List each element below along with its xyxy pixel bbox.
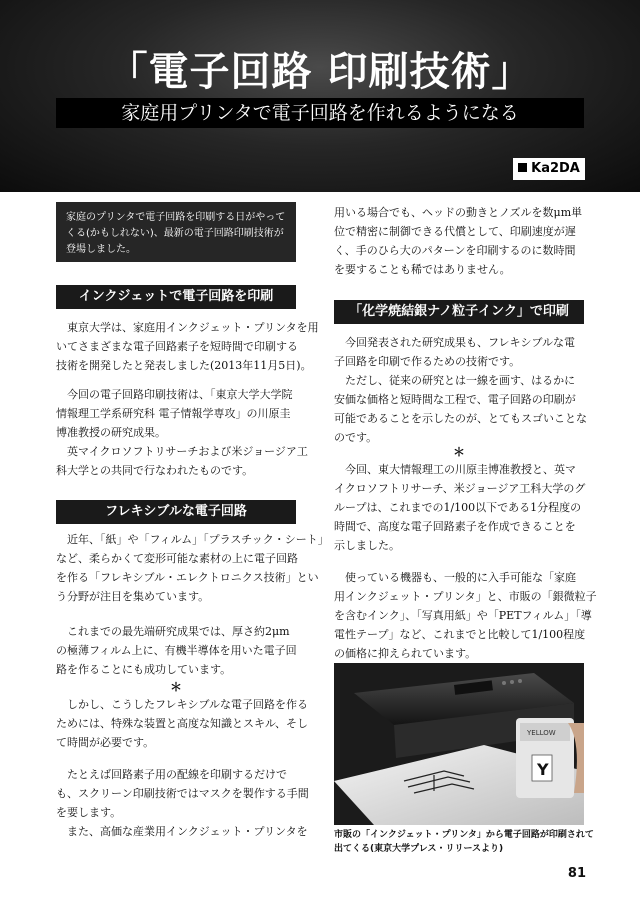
paragraph (56, 385, 308, 480)
text-line: これまでの最先端研究成果では、厚さ約2μm (56, 625, 290, 638)
text-line: のです。 (334, 431, 378, 444)
text-line: 近年、「紙」や「フィルム」「プラスチック・シート」 (56, 533, 329, 546)
square-bullet-icon (518, 163, 527, 172)
text-line: を要します。 (56, 806, 122, 819)
text-line: の価格に抑えられています。 (334, 647, 477, 660)
cartridge-letter: Y (537, 760, 549, 779)
section-divider-star: ＊ (452, 445, 465, 459)
paragraph (56, 695, 308, 752)
intro-line: 家庭のプリンタで電子回路を印刷する日がやって (66, 212, 286, 223)
caption-line: 市販の「インクジェット・プリンタ」から電子回路が印刷されて (334, 830, 594, 840)
text-line: 技術を開発したと発表しました(2013年11月5日)。 (56, 359, 312, 372)
page-number: 81 (567, 866, 586, 881)
text-line: の極薄フィルム上に、有機半導体を用いた電子回 (56, 644, 297, 657)
author-badge (513, 158, 585, 180)
text-line: 安価な価格と短時間な工程で、電子回路の印刷が (334, 393, 576, 406)
section-heading-silver-ink: 「化学焼結銀ナノ粒子インク」で印刷 (334, 300, 584, 324)
text-line: 使っている機器も、一般的に入手可能な「家庭 (334, 571, 576, 584)
text-line: 英マイクロソフトリサーチおよび米ジョージア工 (56, 445, 308, 458)
text-line: 東京大学は、家庭用インクジェット・プリンタを用 (56, 321, 319, 334)
text-line: たとえば回路素子用の配線を印刷するだけで (56, 768, 287, 781)
section-heading-inkjet: インクジェットで電子回路を印刷 (56, 285, 296, 309)
text-line: 電性テープ」など、これまでと比較して1/100程度 (334, 628, 586, 641)
text-line: また、高価な産業用インクジェット・プリンタを (56, 825, 308, 838)
intro-line: くる(かもしれない)、最新の電子回路印刷技術が (66, 228, 284, 239)
paragraph (334, 460, 585, 555)
text-line: を含むインク」、「写真用紙」や「PETフィルム」「導 (334, 609, 592, 622)
text-line: 今回の電子回路印刷技術は、「東京大学大学院 (56, 388, 293, 401)
paragraph (56, 765, 309, 841)
text-line: 用インクジェット・プリンタ」と、市販の「銀微粒子 (334, 590, 597, 603)
paragraph (56, 530, 329, 606)
text-line: う分野が注目を集めています。 (56, 590, 210, 603)
text-line: イクロソフトリサーチ、米ジョージア工科大学のグ (334, 482, 586, 495)
printer-photo (334, 663, 584, 825)
text-line: 博准教授の研究成果。 (56, 426, 166, 439)
paragraph (334, 568, 597, 663)
text-line: を作る「フレキシブル・エレクトロニクス技術」とい (56, 571, 319, 584)
text-line: 位で精密に制御できる代償として、印刷速度が遅 (334, 225, 576, 238)
text-line: ためには、特殊な装置と高度な知識とスキル、そし (56, 717, 309, 730)
printer-illustration (334, 663, 584, 825)
caption-line: 出てくる(東京大学プレス・リリースより) (334, 844, 504, 854)
text-line: しかし、こうしたフレキシブルな電子回路を作る (56, 698, 309, 711)
text-line: を要することも稀ではありません。 (334, 263, 511, 276)
author-name: Ka2DA (531, 161, 580, 176)
text-line: く、手のひら大のパターンを印刷するのに数時間 (334, 244, 576, 257)
text-line: 情報理工学系研究科 電子情報学専攻」の川原圭 (56, 407, 291, 420)
text-line: など、柔らかくて変形可能な素材の上に電子回路 (56, 552, 298, 565)
paragraph (56, 318, 319, 375)
article-title: 「電子回路 印刷技術」 (107, 49, 533, 95)
text-line: 用いる場合でも、ヘッドの動きとノズルを数μm単 (334, 206, 583, 219)
text-line: て時間が必要です。 (56, 736, 155, 749)
text-line: 時間で、高度な電子回路素子を作成できることを (334, 520, 576, 533)
text-line: ループは、これまでの1/100以下である1分程度の (334, 501, 582, 514)
cartridge-label: YELLOW (527, 729, 556, 737)
text-line: 子回路を印刷で作るための技術です。 (334, 355, 521, 368)
text-line: いてさまざまな電子回路素子を短時間で印刷する (56, 340, 298, 353)
text-line: 科大学との共同で行なわれたものです。 (56, 464, 254, 477)
paragraph (56, 622, 297, 679)
photo-caption (334, 828, 594, 856)
article-subtitle: 家庭用プリンタで電子回路を作れるようになる (121, 102, 519, 124)
section-divider-star: ＊ (169, 680, 182, 694)
intro-line: 登場しました。 (66, 244, 136, 255)
section-heading-flexible: フレキシブルな電子回路 (56, 500, 296, 524)
paragraph (334, 203, 582, 279)
paragraph (334, 333, 587, 447)
text-line: 示しました。 (334, 539, 400, 552)
text-line: 可能であることを示したのが、とてもスゴいことな (334, 412, 587, 425)
text-line: 今回発表された研究成果も、フレキシブルな電 (334, 336, 576, 349)
text-line: 今回、東大情報理工の川原圭博准教授と、英マ (334, 463, 576, 476)
intro-box (56, 202, 296, 262)
text-line: ただし、従来の研究とは一線を画す、はるかに (334, 374, 576, 387)
text-line: 路を作ることにも成功しています。 (56, 663, 232, 676)
text-line: も、スクリーン印刷技術ではマスクを製作する手間 (56, 787, 309, 800)
